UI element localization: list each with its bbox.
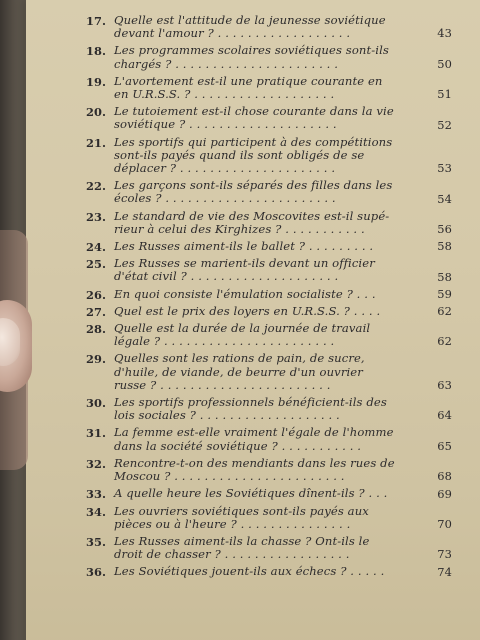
- entry-title: [114, 179, 418, 205]
- entry-page-number: 52: [437, 117, 452, 132]
- toc-entry: [86, 457, 452, 483]
- entry-number: 22.: [86, 179, 107, 194]
- entry-title-line: en U.R.S.S. ? . . . . . . . . . . . . . . . . . . .: [114, 87, 335, 102]
- entry-page-number: 74: [437, 564, 452, 579]
- entry-title: [114, 487, 418, 500]
- entry-title-line: A quelle heure les Soviétiques dînent-ils ? . . .: [114, 486, 388, 501]
- entry-title-line: devant l'amour ? . . . . . . . . . . . . . . . . . .: [114, 26, 351, 41]
- entry-title: [114, 14, 418, 40]
- entry-title-line: Les ouvriers soviétiques sont-ils payés aux: [114, 503, 369, 518]
- entry-title: [114, 105, 418, 131]
- entry-title: [114, 240, 418, 253]
- entry-title-line: Les sportifs professionnels bénéficient-ils des: [114, 395, 387, 410]
- entry-title-line: Le standard de vie des Moscovites est-il supé-: [114, 208, 390, 223]
- entry-title-line: pièces ou à l'heure ? . . . . . . . . . . . . . . .: [114, 516, 351, 531]
- entry-title-line: Quelle est l'attitude de la jeunesse soviétique: [114, 13, 386, 27]
- entry-title: [114, 75, 418, 101]
- entry-page-number: 69: [437, 486, 452, 501]
- entry-title-line: Les sportifs qui participent à des compétitions: [114, 134, 393, 149]
- entry-title-line: Les Russes se marient-ils devant un officier: [114, 256, 375, 271]
- entry-title: [114, 44, 418, 70]
- toc-entry: [86, 426, 452, 452]
- entry-page-number: 58: [437, 269, 452, 284]
- entry-number: 29.: [86, 352, 107, 367]
- entry-title-line: Quelle est la durée de la journée de travail: [114, 321, 371, 336]
- entry-number: 32.: [86, 456, 107, 471]
- toc-entry: [86, 179, 452, 205]
- entry-page-number: 51: [437, 87, 452, 102]
- entry-number: 26.: [86, 287, 107, 302]
- entry-title-line: écoles ? . . . . . . . . . . . . . . . . . . . . . . .: [114, 191, 336, 206]
- entry-page-number: 70: [437, 516, 452, 531]
- entry-page-number: 54: [437, 191, 452, 206]
- entry-title-line: Moscou ? . . . . . . . . . . . . . . . . . . . . . . .: [114, 469, 345, 484]
- entry-title-line: L'avortement est-il une pratique courante en: [114, 73, 383, 88]
- toc-entry: [86, 505, 452, 531]
- toc-entry: [86, 487, 452, 500]
- entry-title: [114, 505, 418, 531]
- entry-page-number: 68: [437, 469, 452, 484]
- entry-number: 36.: [86, 565, 107, 580]
- entry-title-line: lois sociales ? . . . . . . . . . . . . . . . . . . .: [114, 408, 340, 423]
- entry-page-number: 50: [437, 56, 452, 71]
- toc-entry: [86, 535, 452, 561]
- entry-number: 18.: [86, 44, 107, 59]
- entry-title-line: Quelles sont les rations de pain, de sucre,: [114, 351, 365, 366]
- entry-page-number: 53: [437, 161, 452, 176]
- entry-page-number: 65: [437, 438, 452, 453]
- toc-entry: [86, 105, 452, 131]
- entry-title: [114, 457, 418, 483]
- toc-entry: [86, 396, 452, 422]
- toc-entry: [86, 75, 452, 101]
- entry-title-line: Les garçons sont-ils séparés des filles dans les: [114, 178, 393, 193]
- entry-number: 33.: [86, 487, 107, 502]
- entry-title: [114, 305, 418, 318]
- entry-number: 30.: [86, 396, 107, 411]
- entry-title-line: Les Soviétiques jouent-ils aux échecs ? . . . . .: [114, 564, 385, 579]
- entry-number: 28.: [86, 322, 107, 337]
- entry-number: 24.: [86, 240, 107, 255]
- entry-number: 20.: [86, 105, 107, 120]
- entry-title-line: Les Russes aiment-ils la chasse ? Ont-ils le: [114, 533, 370, 548]
- entry-title-line: Le tutoiement est-il chose courante dans la vie: [114, 104, 394, 119]
- entry-number: 21.: [86, 135, 107, 150]
- entry-number: 27.: [86, 304, 107, 319]
- entry-page-number: 73: [437, 547, 452, 562]
- entry-title-line: chargés ? . . . . . . . . . . . . . . . . . . . . . .: [114, 56, 339, 71]
- entry-title: [114, 288, 418, 301]
- entry-title: [114, 565, 418, 578]
- table-of-contents: [86, 14, 452, 583]
- entry-title: [114, 396, 418, 422]
- toc-entry: [86, 14, 452, 40]
- entry-title-line: d'huile, de viande, de beurre d'un ouvrier: [114, 364, 363, 379]
- entry-title-line: droit de chasser ? . . . . . . . . . . . . . . . . .: [114, 547, 350, 562]
- toc-entry: [86, 288, 452, 301]
- toc-entry: [86, 257, 452, 283]
- entry-title-line: russe ? . . . . . . . . . . . . . . . . . . . . . . .: [114, 377, 331, 392]
- entry-title-line: La femme est-elle vraiment l'égale de l'homme: [114, 425, 394, 440]
- entry-page-number: 59: [437, 286, 452, 301]
- toc-entry: [86, 322, 452, 348]
- entry-number: 35.: [86, 534, 107, 549]
- entry-title-line: légale ? . . . . . . . . . . . . . . . . . . . . . . .: [114, 334, 335, 349]
- entry-page-number: 43: [437, 26, 452, 41]
- entry-page-number: 64: [437, 408, 452, 423]
- toc-entry: [86, 240, 452, 253]
- entry-title-line: rieur à celui des Kirghizes ? . . . . . . . . . . .: [114, 221, 365, 236]
- entry-title: [114, 322, 418, 348]
- entry-page-number: 58: [437, 239, 452, 254]
- entry-title: [114, 535, 418, 561]
- entry-page-number: 63: [437, 378, 452, 393]
- entry-title: [114, 426, 418, 452]
- entry-title: [114, 136, 418, 176]
- toc-entry: [86, 352, 452, 392]
- entry-title-line: Les programmes scolaires soviétiques sont-ils: [114, 43, 389, 58]
- entry-number: 17.: [86, 14, 107, 28]
- toc-entry: [86, 210, 452, 236]
- entry-title-line: Quel est le prix des loyers en U.R.S.S. ? . . . .: [114, 303, 381, 318]
- entry-title-line: En quoi consiste l'émulation socialiste ? . . .: [114, 286, 376, 301]
- entry-title-line: sont-ils payés quand ils sont obligés de se: [114, 147, 365, 162]
- toc-entry: [86, 44, 452, 70]
- entry-number: 19.: [86, 74, 107, 89]
- entry-title-line: dans la société soviétique ? . . . . . . . . . . .: [114, 438, 362, 453]
- toc-entry: [86, 305, 452, 318]
- entry-title: [114, 352, 418, 392]
- entry-number: 31.: [86, 426, 107, 441]
- entry-title-line: déplacer ? . . . . . . . . . . . . . . . . . . . . .: [114, 161, 336, 176]
- entry-title-line: Les Russes aiment-ils le ballet ? . . . . . . . . .: [114, 239, 374, 254]
- toc-entry: [86, 565, 452, 578]
- entry-number: 34.: [86, 504, 107, 519]
- entry-page-number: 62: [437, 304, 452, 319]
- entry-number: 25.: [86, 257, 107, 272]
- entry-title-line: soviétique ? . . . . . . . . . . . . . . . . . . . .: [114, 117, 337, 132]
- toc-entry: [86, 136, 452, 176]
- entry-title-line: Rencontre-t-on des mendiants dans les rues de: [114, 455, 395, 470]
- entry-title: [114, 210, 418, 236]
- entry-number: 23.: [86, 209, 107, 224]
- entry-title: [114, 257, 418, 283]
- entry-page-number: 62: [437, 334, 452, 349]
- entry-title-line: d'état civil ? . . . . . . . . . . . . . . . . . . . .: [114, 269, 339, 284]
- entry-page-number: 56: [437, 222, 452, 237]
